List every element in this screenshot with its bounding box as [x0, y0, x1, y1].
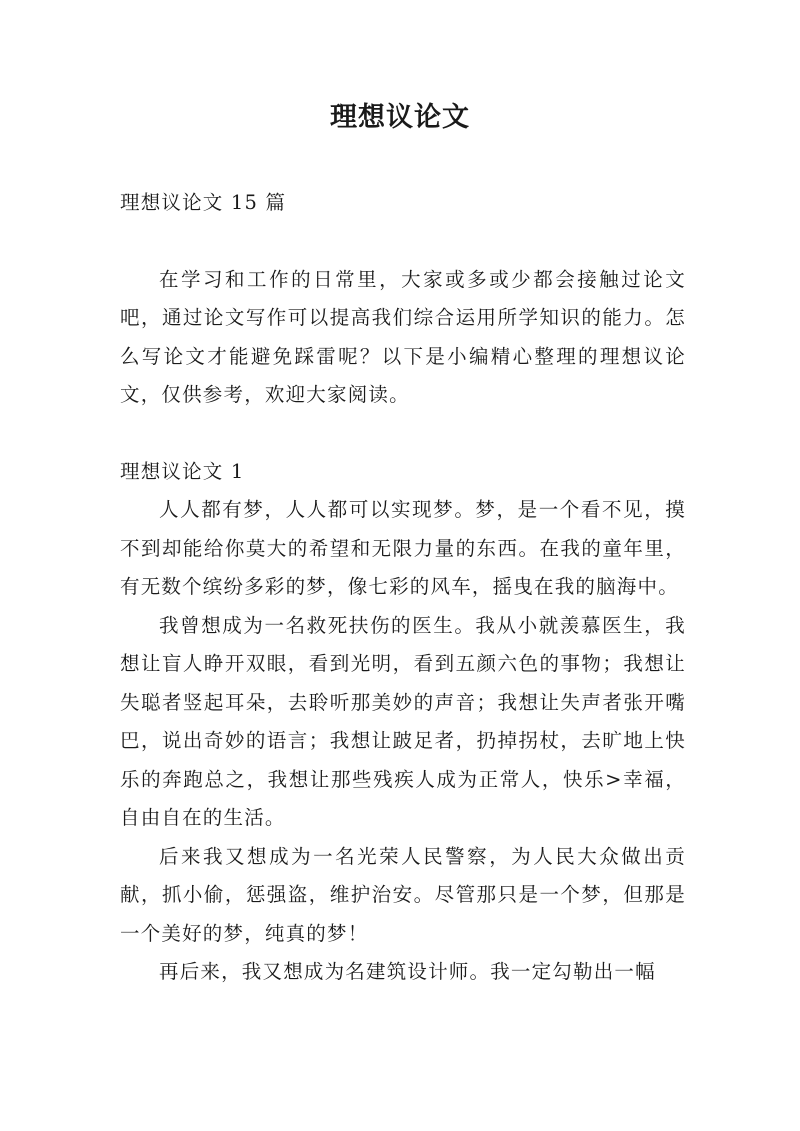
intro-paragraph: 在学习和工作的日常里，大家或多或少都会接触过论文吧，通过论文写作可以提高我们综合运用所学知识的能力。怎么写论文才能避免踩雷呢？以下是小编精心整理的理想议论文，仅供参考，欢迎大家阅读。 — [120, 267, 686, 406]
section-heading: 理想议论文 1 — [120, 459, 245, 483]
body-paragraph: 我曾想成为一名救死扶伤的医生。我从小就羡慕医生，我想让盲人睁开双眼，看到光明，看到五颜六色的事物；我想让失聪者竖起耳朵，去聆听那美妙的声音；我想让失声者张开嘴巴，说出奇妙的语言；我想让跛足者，扔掉拐杖，去旷地上快乐的奔跑总之，我想让那些残疾人成为正常人，快乐>幸福，自由自在的生活。 — [120, 613, 686, 829]
body-paragraph: 再后来，我又想成为名建筑设计师。我一定勾勒出一幅 — [159, 960, 656, 983]
body-paragraph: 后来我又想成为一名光荣人民警察，为人民大众做出贡献，抓小偷，惩强盗，维护治安。尽管那只是一个梦，但那是一个美好的梦，纯真的梦！ — [120, 844, 686, 945]
document-title: 理想议论文 — [330, 102, 470, 133]
document-body — [120, 184, 686, 992]
document-subtitle: 理想议论文 15 篇 — [120, 191, 287, 214]
body-paragraph: 人人都有梦，人人都可以实现梦。梦，是一个看不见，摸不到却能给你莫大的希望和无限力量的东西。在我的童年里，有无数个缤纷多彩的梦，像七彩的风车，摇曳在我的脑海中。 — [120, 498, 686, 598]
